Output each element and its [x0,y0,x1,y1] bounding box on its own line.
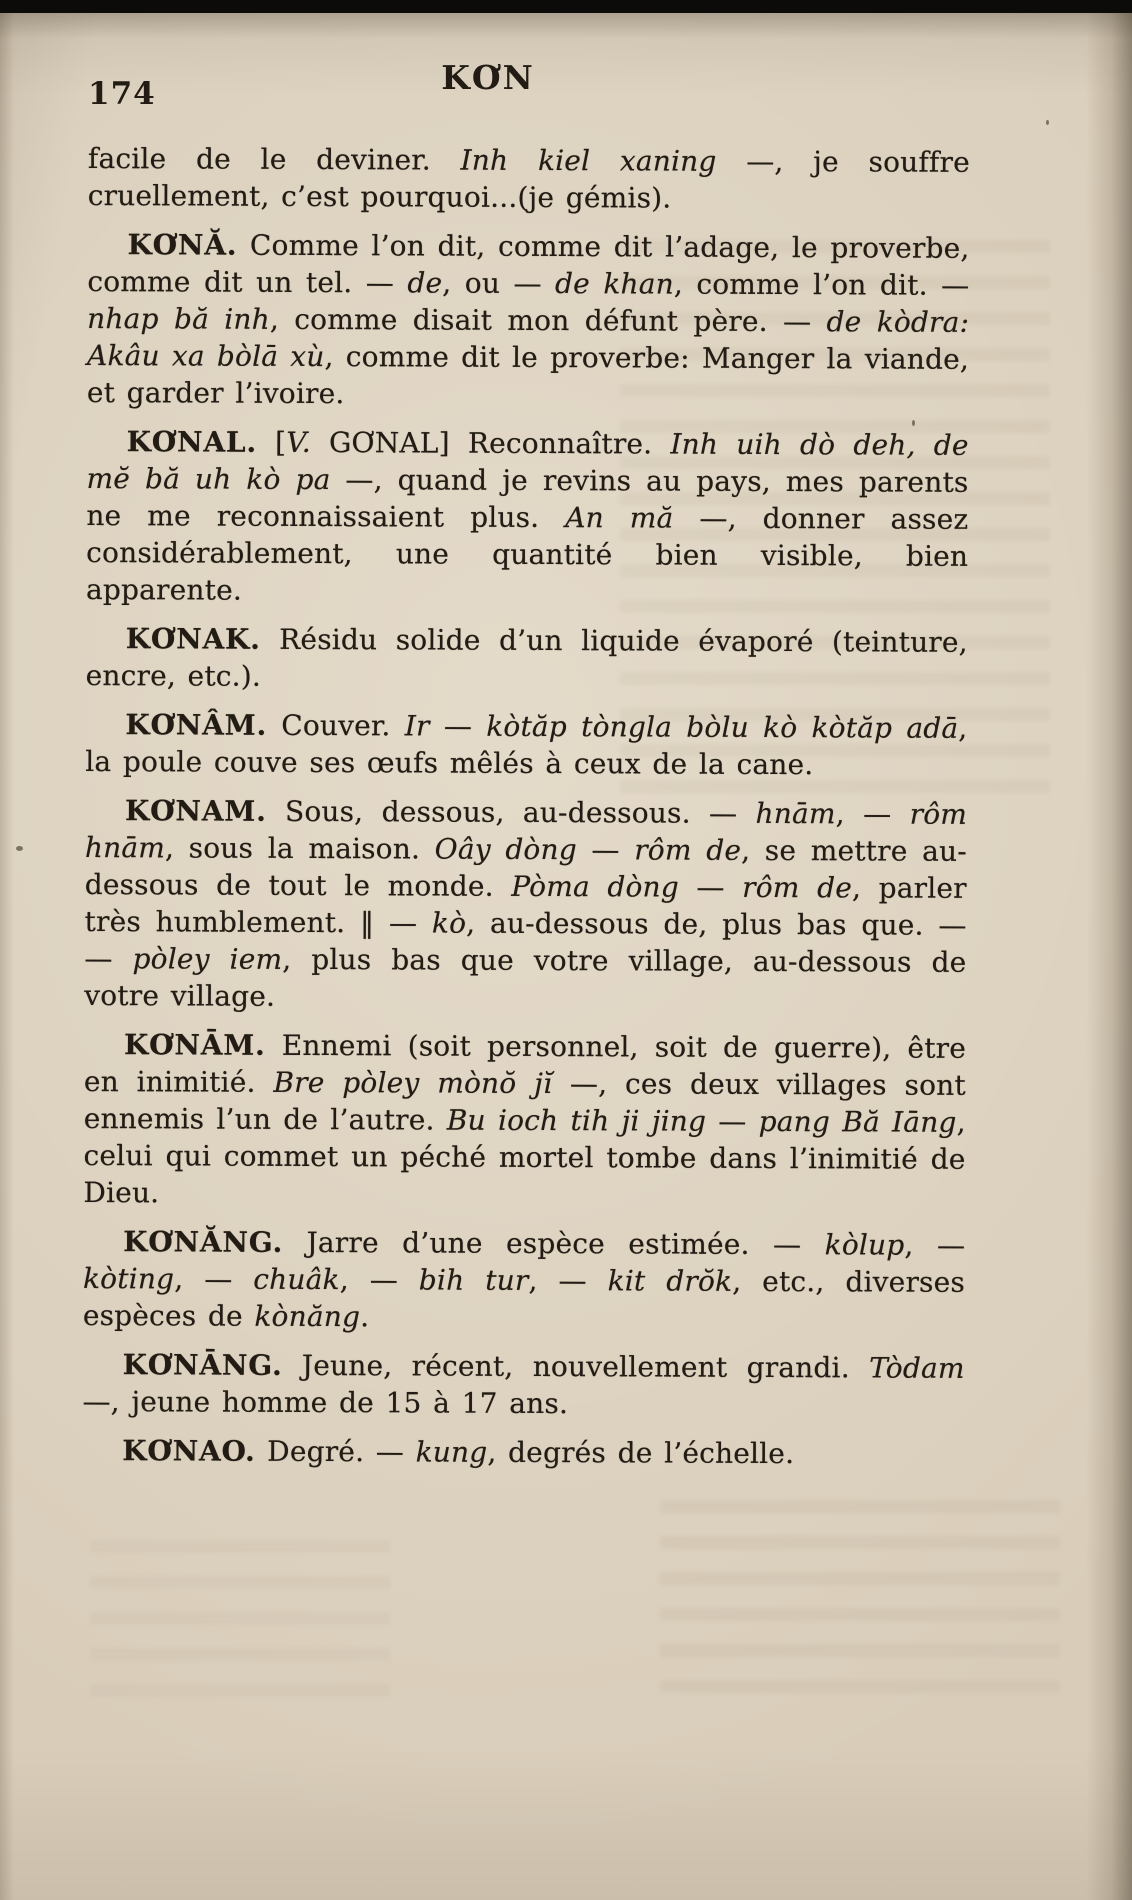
text-run: Comme l’on dit, comme dit l’adage, le proverbe, comme dit un tel. — [87,228,970,300]
bleed-through-texture [90,1540,390,1700]
text-run: Couver. [266,708,405,743]
text-run: chuâk [253,1262,340,1297]
scan-edge-top [0,0,1132,13]
headword: KƠNAO. [122,1434,256,1468]
headword: KƠNAK. [125,622,261,656]
text-run: , se mettre au-dessous de tout le monde. [84,833,967,903]
ink-speck [1046,120,1049,125]
text-run: V. [286,425,311,459]
entry-paragraph [85,706,967,784]
entry-paragraph [83,1026,966,1215]
headword: KƠNĀM. [123,1028,266,1062]
text-run: kung [415,1435,488,1469]
text-run: Jarre d’une espèce estimée. — [283,1225,825,1262]
text-run: , la poule couve ses œufs mêlés à ceux de la cane. [85,711,968,782]
headword: KƠNAL. [126,425,258,459]
text-run: — [706,1104,759,1138]
entry-paragraph [84,792,967,1018]
text-run: pang Bă Iāng [758,1104,957,1139]
text-run: kònăng [254,1299,361,1334]
text-run: Ennemi (soit personnel, soit de guerre), être en inimitié. [83,1028,967,1099]
text-run: Résidu solide d’un liquide évaporé (teinture, encre, etc.). [85,622,968,693]
text-run: Ir [404,709,430,743]
text-run: bih tur [418,1263,529,1297]
text-run: facile de le deviner. [87,141,461,177]
text-run: , — [339,1263,419,1297]
ink-speck [912,420,915,426]
text-run: , celui qui commet un péché mortel tombe dans l’inimitié de Dieu. [83,1105,966,1210]
text-run: Sous, dessous, au-dessous. — [266,794,756,830]
text-run: de khan [555,267,674,301]
text-run: —, donner assez considérablement, une quantité bien visible, bien apparente. [85,501,969,607]
text-run: kòlup [824,1228,905,1262]
text-run: [ [256,425,287,459]
text-run: — [678,870,743,904]
scan-edge-top-shadow [0,13,1132,39]
text-run: , sous la maison. [164,831,435,866]
text-run: , comme l’on dit. — [673,267,970,302]
text-run: — [576,833,635,867]
text-run: GƠNAL] Reconnaître. [310,425,671,461]
scan-edge-left [0,0,14,1900]
entry-paragraph [86,423,969,612]
text-run: —, je souffre cruellement, c’est pourquoi...(je gémis). [87,144,970,215]
text-run: —, quand je revins au pays, mes parents ne me reconnaissaient plus. [86,463,969,535]
scan-edge-right [1086,0,1132,1900]
text-run: , plus bas que votre village, au-dessous de votre village. [84,942,967,1013]
text-run: , ou — [442,266,556,301]
text-run: kit drŏk [607,1264,733,1298]
entry-paragraph [82,1432,964,1473]
text-run: , comme dit le proverbe: Manger la viande, et garder l’ivoire. [86,340,970,411]
text-run: rôm de [742,870,853,905]
text-run: , degrés de l’échelle. [487,1435,795,1471]
headword: KƠNÂM. [125,708,268,742]
text-run: , — [528,1263,608,1298]
page-number: 174 [88,76,156,112]
text-run: , etc., diverses espèces de [82,1264,966,1333]
text-run: rôm de [634,833,742,867]
text-run: , — [835,797,910,831]
text-run: Inh kiel xaning [460,143,717,178]
text-run: —, ces deux villages sont ennemis l’un de l’autre. [83,1067,966,1137]
text-run: rôm hnām [84,797,968,865]
running-head: KƠN [441,58,535,97]
ink-speck [16,846,23,851]
text-run: , parler très humblement. ‖ — [84,871,967,940]
text-run: Inh uih dò deh, de mĕ bă uh kò pa [86,427,969,497]
text-run: hnām [755,796,836,831]
text-run: Pòma dòng [511,869,680,904]
text-run: Bu ioch tih ji jing [446,1103,707,1138]
headword: KƠNĀNG. [122,1348,283,1382]
text-run: Jeune, récent, nouvellement grandi. [282,1348,870,1385]
text-run: , — [904,1228,966,1262]
text-run: —, jeune homme de 15 à 17 ans. [82,1384,569,1421]
text-run: Oây dòng [434,832,577,867]
bleed-through-texture [660,1500,1060,1700]
text-run: pòley iem [132,942,283,976]
text-run: . [360,1300,370,1334]
text-run: — [429,709,487,743]
entry-paragraph [83,1223,965,1338]
page-body [82,140,970,1485]
entry-paragraph [86,620,968,698]
text-run: kòtăp tòngla bòlu kò kòtăp adā [486,709,959,745]
text-run: , — [174,1262,254,1296]
text-run: Bre pòley mònŏ jĭ [273,1065,553,1101]
text-run: kò [431,906,467,940]
text-run: , au-dessous de, plus bas que. — — [84,906,967,976]
text-run: de [407,266,443,300]
text-run: , comme disait mon défunt père. — [269,302,827,339]
text-run: de kòdra: Akâu xa bòlā xù [86,305,970,374]
headword: KƠNĂNG. [123,1225,284,1259]
entry-paragraph [82,1346,964,1424]
headword: KƠNĂ. [127,228,238,262]
text-run: Degré. — [255,1434,416,1469]
text-run: kòting [82,1261,175,1296]
text-run: nhap bă inh [87,301,270,336]
text-run: Tòdam [869,1351,965,1385]
entry-paragraph [87,226,970,415]
entry-paragraph [88,140,970,218]
headword: KƠNAM. [125,794,267,828]
text-run: An mă [565,501,674,535]
